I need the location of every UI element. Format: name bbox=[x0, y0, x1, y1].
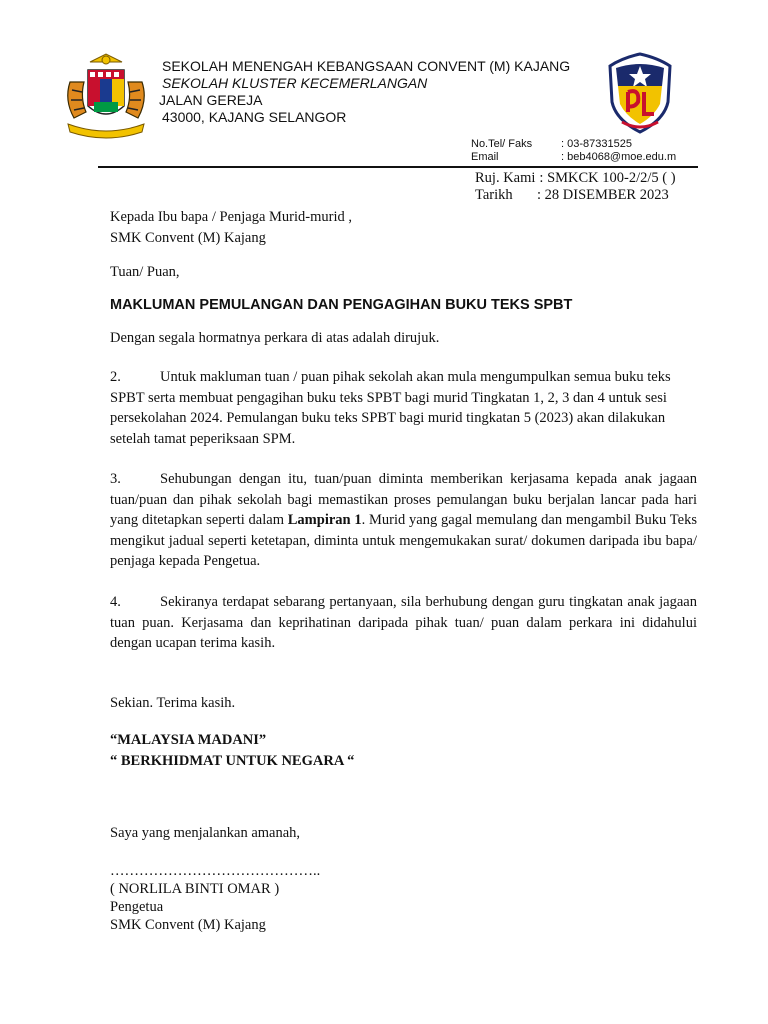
signer-title: Pengetua bbox=[110, 899, 164, 915]
ref-label: Ruj. Kami bbox=[475, 170, 536, 186]
reference-block bbox=[475, 170, 676, 204]
paragraph-4-text: Sekiranya terdapat sebarang pertanyaan, sila berhubung dengan guru tingkatan anak jagaan tuan puan. Kerjasama dan keprihatinan daripada pihak tuan/ puan dalam perkara ini didahului dengan ucapan terima kasih. bbox=[110, 594, 697, 651]
ref-row bbox=[475, 170, 676, 187]
paragraph-3 bbox=[110, 469, 697, 572]
email-value: : beb4068@moe.edu.m bbox=[561, 151, 677, 163]
paragraph-2-number: 2. bbox=[110, 369, 121, 385]
school-letterhead bbox=[159, 58, 571, 126]
paragraph-4-number: 4. bbox=[110, 594, 121, 610]
ref-value: : SMKCK 100-2/2/5 ( ) bbox=[539, 170, 676, 186]
phone-row bbox=[471, 138, 676, 151]
intro-paragraph: Dengan segala hormatnya perkara di atas adalah dirujuk. bbox=[110, 330, 440, 346]
motto-berkhidmat: “ BERKHIDMAT UNTUK NEGARA “ bbox=[110, 752, 355, 769]
email-row bbox=[471, 151, 676, 164]
date-value: : 28 DISEMBER 2023 bbox=[537, 187, 669, 203]
signer-name: ( NORLILA BINTI OMAR ) bbox=[110, 881, 280, 897]
recipient-line1: Kepada Ibu bapa / Penjaga Murid-murid , bbox=[110, 209, 352, 225]
school-cluster: SEKOLAH KLUSTER KECEMERLANGAN bbox=[162, 75, 428, 91]
paragraph-3-attachment-ref: Lampiran 1 bbox=[287, 512, 362, 528]
phone-label: No.Tel/ Faks bbox=[471, 138, 533, 150]
email-label: Email bbox=[471, 151, 499, 163]
paragraph-2 bbox=[110, 367, 697, 449]
date-row bbox=[475, 187, 676, 204]
letter-subject: MAKLUMAN PEMULANGAN DAN PENGAGIHAN BUKU TEKS SPBT bbox=[110, 297, 573, 313]
school-address-line1: JALAN GEREJA bbox=[159, 92, 263, 108]
malaysia-coat-of-arms-icon bbox=[60, 52, 152, 142]
salutation: Tuan/ Puan, bbox=[110, 264, 180, 280]
motto-malaysia-madani: “MALAYSIA MADANI” bbox=[110, 732, 267, 748]
paragraph-3-number: 3. bbox=[110, 471, 121, 487]
date-label: Tarikh bbox=[475, 187, 513, 203]
recipient-line2: SMK Convent (M) Kajang bbox=[110, 229, 266, 246]
signer-organisation: SMK Convent (M) Kajang bbox=[110, 917, 266, 933]
motto-block bbox=[110, 730, 697, 771]
signature-block bbox=[110, 862, 697, 934]
signature-line: …………………………………….. bbox=[110, 863, 321, 879]
contact-details bbox=[471, 138, 676, 164]
closing-line: Sekian. Terima kasih. bbox=[110, 695, 236, 711]
letterhead-divider bbox=[98, 166, 698, 168]
school-name: SEKOLAH MENENGAH KEBANGSAAN CONVENT (M) KAJANG bbox=[162, 58, 571, 74]
paragraph-4 bbox=[110, 592, 697, 654]
recipient-block bbox=[110, 207, 697, 248]
paragraph-2-text: Untuk makluman tuan / puan pihak sekolah akan mula mengumpulkan semua buku teks SPBT serta membuat pengagihan buku teks SPBT bagi murid Tingkatan 1, 2, 3 dan 4 untuk sesi persekolahan 2024. Pemulangan buku teks SPBT bagi murid tingkatan 5 (2023) akan dilakukan setelah tamat peperiksaan SPM. bbox=[110, 369, 671, 447]
signoff: Saya yang menjalankan amanah, bbox=[110, 825, 301, 841]
school-badge-icon bbox=[604, 52, 676, 134]
paragraph-3-text-a: Sehubungan dengan itu, tuan/puan diminta memberikan kerjasama kepada anak jagaan tuan/puan dan pihak sekolah bagi memastikan proses pemulangan buku berjalan lancar pada hari yang ditetapkan seperti dalam bbox=[110, 471, 697, 528]
school-address-line2: 43000, KAJANG SELANGOR bbox=[162, 109, 347, 125]
paragraph-3-text-b: . Murid yang gagal memulang dan mengambil Buku Teks mengikut jadual seperti ketetapan, diminta untuk mengemukakan surat/ dokumen daripada ibu bapa/ penjaga kepada Pengetua. bbox=[110, 512, 697, 569]
phone-value: : 03-87331525 bbox=[561, 138, 632, 150]
